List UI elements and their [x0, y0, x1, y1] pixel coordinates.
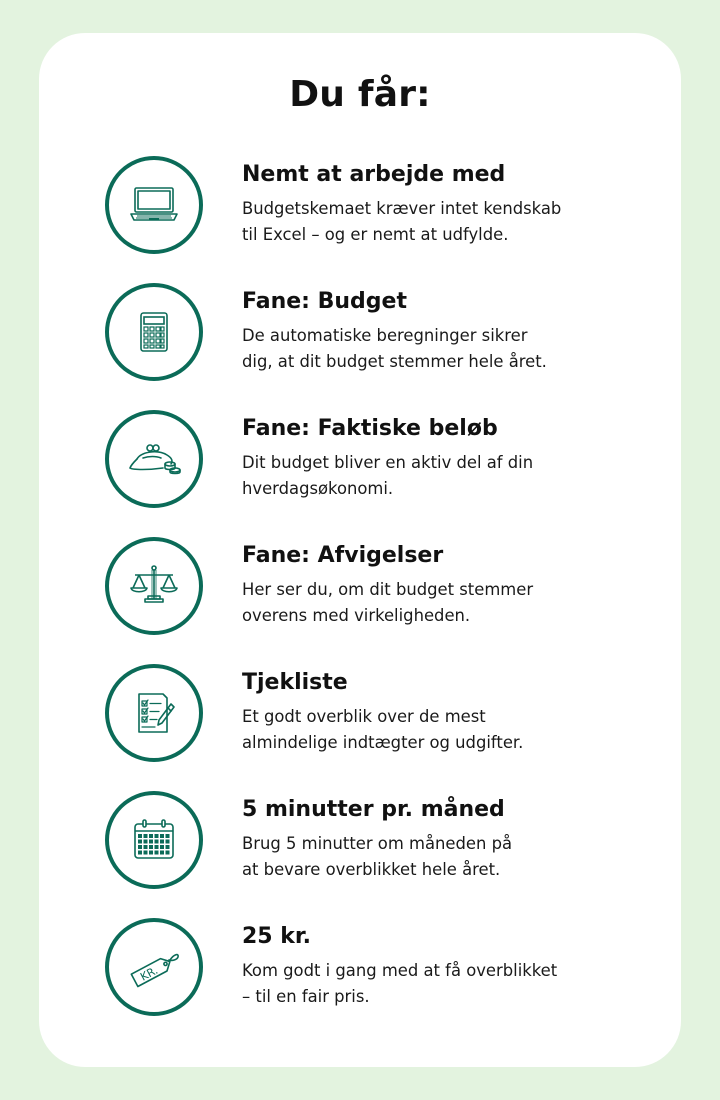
feature-title: Tjekliste [242, 670, 348, 695]
feature-item-five-minutes [0, 791, 720, 901]
feature-item-budget-tab [0, 283, 720, 393]
checklist-icon [105, 664, 203, 762]
laptop-icon [105, 156, 203, 254]
feature-description: De automatiske beregninger sikrer dig, at dit budget stemmer hele året. [242, 326, 547, 371]
calendar-icon [105, 791, 203, 889]
feature-title: Fane: Afvigelser [242, 543, 444, 568]
svg-text:KR.: KR. [138, 963, 161, 984]
calculator-icon [105, 283, 203, 381]
coin-purse-icon [105, 410, 203, 508]
feature-description: Kom godt i gang med at få overblikket – til en fair pris. [242, 961, 558, 1006]
feature-title: Nemt at arbejde med [242, 162, 506, 187]
page-title: Du får: [289, 74, 431, 115]
feature-description: Her ser du, om dit budget stemmer overens med virkeligheden. [242, 580, 534, 625]
feature-title: 25 kr. [242, 924, 311, 949]
feature-description: Et godt overblik over de mest almindelige indtægter og udgifter. [242, 707, 524, 752]
balance-scale-icon [105, 537, 203, 635]
feature-item-deviations-tab [0, 537, 720, 647]
feature-description: Budgetskemaet kræver intet kendskab til Excel – og er nemt at udfylde. [242, 199, 562, 244]
feature-item-actual-amounts-tab [0, 410, 720, 520]
feature-description: Brug 5 minutter om måneden på at bevare overblikket hele året. [242, 834, 513, 879]
feature-item-price [0, 918, 720, 1028]
feature-title: 5 minutter pr. måned [242, 797, 505, 822]
price-tag-icon [105, 918, 203, 1016]
feature-item-checklist [0, 664, 720, 774]
feature-title: Fane: Budget [242, 289, 407, 314]
feature-description: Dit budget bliver en aktiv del af din hverdagsøkonomi. [242, 453, 534, 498]
feature-title: Fane: Faktiske beløb [242, 416, 498, 441]
feature-item-easy-to-use [0, 156, 720, 266]
